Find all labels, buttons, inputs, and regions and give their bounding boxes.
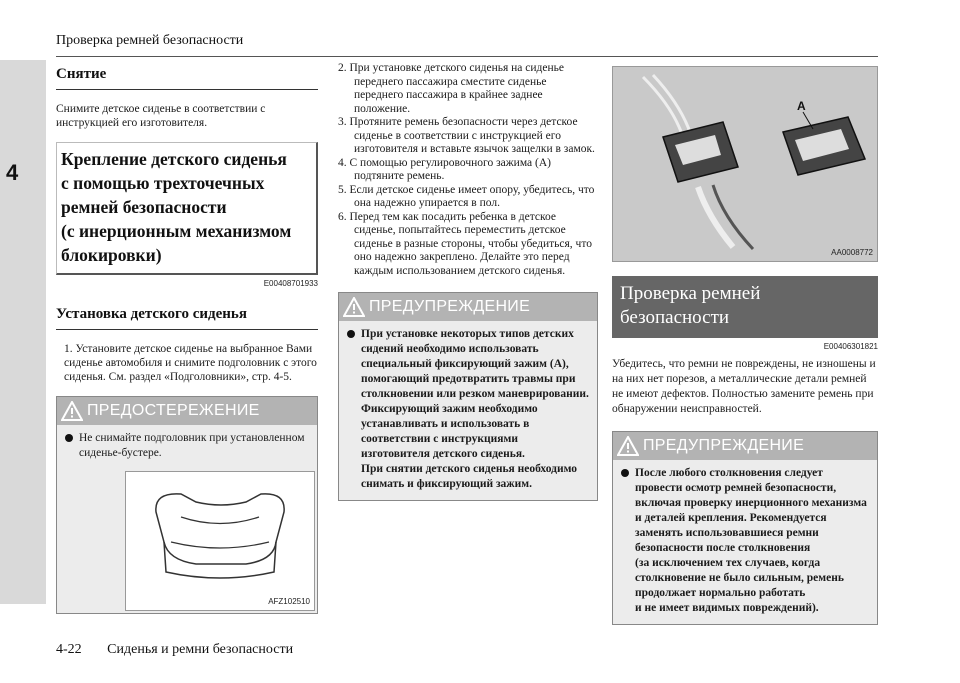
inspection-text: Убедитесь, что ремни не повреждены, не изношены и на них нет порезов, а металлические детали ремней не имеют дефектов. Полностью замените ремень при обнаружении неисправностей. bbox=[612, 358, 876, 415]
inspection-heading bbox=[612, 276, 878, 338]
three-point-heading-line: (с инерционным механизмом bbox=[61, 221, 292, 241]
removal-text: Снимите детское сиденье в соответствии с инструкцией его изготовителя. bbox=[56, 103, 266, 129]
warning2-item bbox=[621, 466, 869, 616]
step-item: 2. При установке детского сиденья на сиденье переднего пассажира сместите сиденье переднего пассажира в крайнее заднее положение. bbox=[338, 62, 564, 115]
step-item: 5. Если детское сиденье имеет опору, убедитесь, что она надежно упирается в пол. bbox=[338, 183, 595, 209]
three-point-heading-line: с помощью трехточечных bbox=[61, 173, 265, 193]
three-point-heading-line: Крепление детского сиденья bbox=[61, 149, 287, 169]
warning1-box bbox=[338, 292, 598, 501]
installation-step1: 1. Установите детское сиденье на выбранное Вами сиденье автомобиля и снимите подголовник с этого сиденья. См. раздел «Подголовники», стр. 4-5. bbox=[64, 343, 317, 383]
warning2-text: После любого столкновения следует провести осмотр ремней безопасности, включая проверку инерционного механизма и деталей крепления. Рекомендуется заменять использовавшиеся ремни безопасности после столкновения (за исключением тех случаев, когда столкновение не было сильным, ремень продолжает нормально работать и не имеет видимых повреждений). bbox=[635, 467, 867, 614]
three-point-heading-line: ремней безопасности bbox=[61, 197, 227, 217]
chapter-number: 4 bbox=[6, 160, 19, 185]
bullet-icon bbox=[347, 330, 355, 338]
locking-clip-illustration bbox=[613, 67, 877, 261]
warning1-item bbox=[347, 327, 589, 492]
caution-body bbox=[57, 425, 317, 619]
three-point-heading bbox=[56, 142, 318, 275]
three-point-code: E00408701933 bbox=[263, 279, 318, 288]
page-number: 4-22 bbox=[56, 642, 82, 657]
inspection-heading-line: Проверка ремней bbox=[620, 283, 761, 304]
warning2-body bbox=[613, 460, 877, 624]
warning-triangle-icon bbox=[343, 297, 365, 317]
caution-text: Не снимайте подголовник при установленном сиденье-бустере. bbox=[79, 432, 305, 459]
warning2-box bbox=[612, 431, 878, 625]
removal-heading: Снятие bbox=[56, 66, 107, 82]
warning2-title: ПРЕДУПРЕЖДЕНИЕ bbox=[643, 437, 805, 454]
three-point-heading-line: блокировки) bbox=[61, 245, 162, 265]
clip-figure bbox=[612, 66, 878, 262]
column-middle bbox=[338, 60, 598, 501]
warning1-text: При установке некоторых типов детских сидений необходимо использовать специальный фиксирующий зажим (А), помогающий предотвратить травмы при столкновении или резком маневрировании. Фиксирующий зажим необходимо устанавливать и использовать в соответствии с инструкциями изготовителя детского сиденья. При снятии детского сиденья необходимо снимать и фиксирующий зажим. bbox=[361, 328, 589, 490]
page-footer bbox=[56, 642, 293, 658]
warning-triangle-icon bbox=[617, 436, 639, 456]
warning-triangle-icon bbox=[61, 401, 83, 421]
inspection-heading-line: безопасности bbox=[620, 307, 730, 328]
bullet-icon bbox=[65, 434, 73, 442]
caution-figure-code: AFZ102510 bbox=[268, 597, 310, 606]
chapter-title: Сиденья и ремни безопасности bbox=[107, 642, 294, 657]
chapter-sidebar bbox=[0, 60, 46, 604]
warning2-title-bar bbox=[613, 432, 877, 460]
header-rule bbox=[56, 56, 878, 57]
clip-figure-label: A bbox=[797, 99, 806, 113]
booster-seat-figure bbox=[125, 471, 315, 611]
running-header: Проверка ремней безопасности bbox=[56, 33, 244, 48]
column-left bbox=[56, 60, 318, 614]
warning1-title-bar bbox=[339, 293, 597, 321]
caution-title: ПРЕДОСТЕРЕЖЕНИЕ bbox=[87, 402, 260, 419]
clip-figure-code: AA0008772 bbox=[831, 248, 873, 257]
warning1-title: ПРЕДУПРЕЖДЕНИЕ bbox=[369, 298, 531, 315]
booster-seat-illustration bbox=[126, 472, 314, 592]
bullet-icon bbox=[621, 469, 629, 477]
column-right bbox=[612, 60, 880, 625]
step-item: 3. Протяните ремень безопасности через детское сиденье в соответствии с инструкцией его изготовителя и вставьте язычок защелки в замок. bbox=[338, 116, 595, 155]
caution-box bbox=[56, 396, 318, 614]
installation-heading: Установка детского сиденья bbox=[56, 306, 247, 322]
inspection-code: E00406301821 bbox=[823, 342, 878, 351]
steps-list bbox=[338, 62, 598, 278]
step-item: 4. С помощью регулировочного зажима (А) подтяните ремень. bbox=[338, 156, 551, 182]
step-item: 6. Перед тем как посадить ребенка в детское сиденье, попытайтесь переместить детское сиденье в разные стороны, чтобы убедиться, что оно надежно закреплено. Делайте это перед каждым использованием детского сиденья. bbox=[338, 210, 592, 277]
warning1-body bbox=[339, 321, 597, 500]
caution-item bbox=[65, 431, 309, 461]
installation-rule bbox=[56, 329, 318, 330]
removal-rule bbox=[56, 89, 318, 90]
caution-title-bar bbox=[57, 397, 317, 425]
